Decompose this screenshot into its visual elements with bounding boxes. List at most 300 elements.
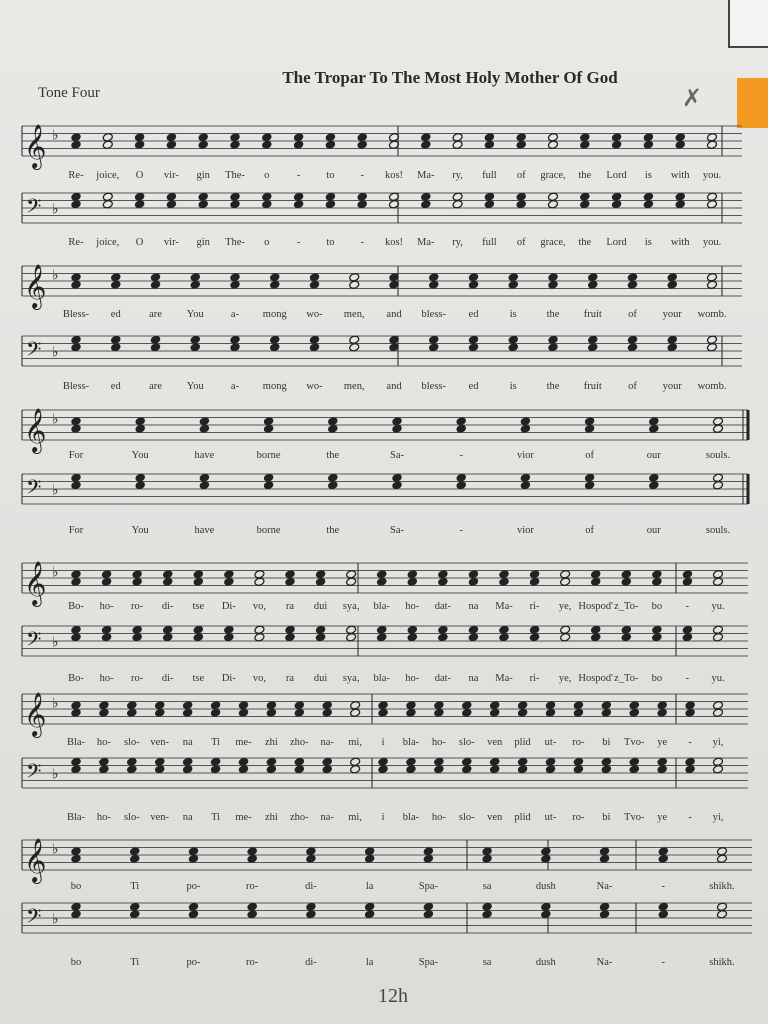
quarter-note <box>508 280 519 289</box>
bass-clef-icon: 𝄢 <box>26 475 42 504</box>
lyric-syllable: womb. <box>697 309 727 320</box>
quarter-note <box>587 273 598 282</box>
quarter-note <box>657 757 668 766</box>
quarter-note <box>71 577 82 586</box>
quarter-note <box>126 765 137 774</box>
lyric-syllable: z_To- <box>614 673 639 684</box>
half-note <box>349 335 360 344</box>
quarter-note <box>573 701 584 710</box>
quarter-note <box>309 343 320 352</box>
half-note <box>254 570 265 579</box>
quarter-note <box>378 708 389 717</box>
quarter-note <box>134 140 145 149</box>
half-note <box>102 200 113 209</box>
quarter-note <box>433 708 444 717</box>
lyric-syllable: Ti <box>211 737 221 748</box>
quarter-note <box>406 701 417 710</box>
quarter-note <box>579 133 590 142</box>
lyric-syllable: ho- <box>99 601 114 612</box>
half-note <box>452 192 463 201</box>
quarter-note <box>643 192 654 201</box>
lyric-syllable: Re- <box>68 170 84 181</box>
half-note <box>713 481 724 490</box>
treble-staff <box>22 124 742 170</box>
half-note <box>707 273 718 282</box>
quarter-note <box>648 424 659 433</box>
quarter-note <box>545 757 556 766</box>
lyric-syllable: is <box>509 381 517 392</box>
lyric-syllable: na- <box>320 737 334 748</box>
quarter-note <box>545 765 556 774</box>
lyric-syllable: gin <box>196 170 210 181</box>
music-system <box>22 264 742 392</box>
quarter-note <box>230 200 241 209</box>
quarter-note <box>357 192 368 201</box>
quarter-note <box>71 133 82 142</box>
quarter-note <box>407 577 418 586</box>
lyric-syllable: womb. <box>697 381 727 392</box>
quarter-note <box>71 343 82 352</box>
flat-key-signature-icon: ♭ <box>52 841 59 858</box>
quarter-note <box>584 481 595 490</box>
lyric-syllable: vo, <box>252 673 266 684</box>
quarter-note <box>627 273 638 282</box>
quarter-note <box>456 424 467 433</box>
lyric-syllable: For <box>68 525 84 536</box>
quarter-note <box>529 625 540 634</box>
treble-clef-icon: 𝄞 <box>24 264 47 308</box>
lyric-syllable: dush <box>535 957 556 968</box>
quarter-note <box>508 273 519 282</box>
quarter-note <box>150 273 161 282</box>
quarter-note <box>484 200 495 209</box>
half-note <box>717 910 728 919</box>
lyric-syllable: kos! <box>384 237 404 248</box>
quarter-note <box>611 140 622 149</box>
quarter-note <box>437 625 448 634</box>
lyric-syllable: You <box>131 450 149 461</box>
lyric-syllable: fruit <box>583 381 602 392</box>
lyric-syllable: is <box>644 170 652 181</box>
lyric-syllable: Spa- <box>418 881 438 892</box>
quarter-note <box>210 708 221 717</box>
quarter-note <box>126 757 137 766</box>
quarter-note <box>499 633 510 642</box>
quarter-note <box>71 902 82 911</box>
quarter-note <box>294 701 305 710</box>
quarter-note <box>285 633 296 642</box>
quarter-note <box>269 280 280 289</box>
lyric-syllable: of <box>516 170 526 181</box>
lyric-syllable: the <box>326 525 340 536</box>
half-note <box>560 625 571 634</box>
quarter-note <box>322 757 333 766</box>
music-system <box>22 124 742 248</box>
quarter-note <box>629 765 640 774</box>
lyric-syllable: - <box>685 601 690 612</box>
lyric-syllable: Bo- <box>68 601 84 612</box>
lyric-syllable: Bla- <box>66 737 86 748</box>
quarter-note <box>309 280 320 289</box>
treble-staff <box>22 408 748 454</box>
quarter-note <box>406 708 417 717</box>
flat-key-signature-icon: ♭ <box>52 482 59 499</box>
lyric-syllable: a- <box>230 381 240 392</box>
lyric-syllable: joice, <box>96 170 120 181</box>
lyric-syllable: bla- <box>402 812 420 823</box>
lyric-syllable: - <box>688 812 692 823</box>
lyric-syllable: di- <box>305 881 317 892</box>
lyric-syllable: ho- <box>99 673 114 684</box>
lyric-syllable: na <box>182 737 193 748</box>
lyric-syllable: is <box>644 237 652 248</box>
lyric-syllable: with <box>670 170 690 181</box>
quarter-note <box>210 765 221 774</box>
lyric-syllable: is <box>509 309 517 320</box>
quarter-note <box>648 473 659 482</box>
quarter-note <box>71 192 82 201</box>
lyric-syllable: Bless- <box>62 381 90 392</box>
bass-clef-icon: 𝄢 <box>26 759 42 788</box>
quarter-note <box>590 577 601 586</box>
quarter-note <box>162 625 173 634</box>
quarter-note <box>682 633 693 642</box>
quarter-note <box>98 757 109 766</box>
lyric-syllable: slo- <box>458 737 475 748</box>
quarter-note <box>309 335 320 344</box>
lyric-syllable: ro- <box>246 881 259 892</box>
quarter-note <box>188 847 199 856</box>
quarter-note <box>71 424 82 433</box>
quarter-note <box>461 765 472 774</box>
lyric-syllable: ye <box>657 737 668 748</box>
quarter-note <box>590 625 601 634</box>
lyric-syllable: ho- <box>431 737 446 748</box>
quarter-note <box>499 570 510 579</box>
lyric-syllable: dat- <box>434 601 452 612</box>
lyric-syllable: Na- <box>596 957 613 968</box>
lyric-syllable: zho- <box>289 737 309 748</box>
lyric-syllable: tse <box>192 601 205 612</box>
lyric-syllable: Re- <box>68 237 84 248</box>
music-system <box>22 692 748 823</box>
lyric-syllable: souls. <box>705 525 731 536</box>
quarter-note <box>193 625 204 634</box>
quarter-note <box>685 757 696 766</box>
treble-clef-icon: 𝄞 <box>24 124 47 168</box>
quarter-note <box>166 192 177 201</box>
lyric-syllable: Ti <box>130 957 140 968</box>
quarter-note <box>325 192 336 201</box>
quarter-note <box>508 343 519 352</box>
quarter-note <box>71 910 82 919</box>
lyric-syllable: Tvo- <box>624 737 645 748</box>
lyric-syllable: na <box>182 812 193 823</box>
flat-key-signature-icon: ♭ <box>52 411 59 428</box>
lyric-syllable: ry, <box>452 170 463 181</box>
quarter-note <box>110 280 121 289</box>
half-note <box>548 192 559 201</box>
lyric-syllable: o <box>264 237 270 248</box>
lyric-syllable: - <box>661 881 666 892</box>
bass-clef-icon: 𝄢 <box>26 627 42 656</box>
quarter-note <box>611 200 622 209</box>
quarter-note <box>198 192 209 201</box>
lyric-syllable: The- <box>225 170 245 181</box>
quarter-note <box>309 273 320 282</box>
quarter-note <box>71 200 82 209</box>
lyric-syllable: Ma- <box>417 170 435 181</box>
half-note <box>707 140 718 149</box>
quarter-note <box>162 570 173 579</box>
quarter-note <box>132 570 143 579</box>
lyric-syllable: po- <box>186 881 201 892</box>
quarter-note <box>468 625 479 634</box>
quarter-note <box>294 757 305 766</box>
quarter-note <box>230 273 241 282</box>
quarter-note <box>315 633 326 642</box>
quarter-note <box>529 633 540 642</box>
flat-key-signature-icon: ♭ <box>52 695 59 712</box>
flat-key-signature-icon: ♭ <box>52 766 59 783</box>
quarter-note <box>601 708 612 717</box>
lyric-syllable: yu. <box>711 601 725 612</box>
lyric-syllable: Di- <box>221 673 236 684</box>
quarter-note <box>627 343 638 352</box>
quarter-note <box>517 708 528 717</box>
lyric-syllable: Hospod' <box>578 601 613 612</box>
quarter-note <box>305 902 316 911</box>
quarter-note <box>423 847 434 856</box>
lyric-syllable: fruit <box>583 309 602 320</box>
quarter-note <box>129 910 140 919</box>
lyric-syllable: tse <box>192 673 205 684</box>
quarter-note <box>468 343 479 352</box>
quarter-note <box>71 417 82 426</box>
quarter-note <box>482 847 493 856</box>
treble-clef-icon: 𝄞 <box>24 408 47 452</box>
lyric-syllable: your <box>662 381 682 392</box>
lyric-syllable: - <box>459 450 463 461</box>
lyric-syllable: bla- <box>402 737 420 748</box>
quarter-note <box>682 577 693 586</box>
quarter-note <box>357 200 368 209</box>
quarter-note <box>263 473 274 482</box>
music-system <box>22 561 748 684</box>
quarter-note <box>482 854 493 863</box>
quarter-note <box>188 854 199 863</box>
lyric-syllable: Hospod' <box>578 673 613 684</box>
quarter-note <box>190 273 201 282</box>
lyric-syllable: ed <box>110 381 121 392</box>
quarter-note <box>135 424 146 433</box>
quarter-note <box>325 133 336 142</box>
quarter-note <box>461 701 472 710</box>
quarter-note <box>484 192 495 201</box>
quarter-note <box>611 192 622 201</box>
quarter-note <box>407 625 418 634</box>
quarter-note <box>223 633 234 642</box>
lyric-syllable: ven <box>487 737 503 748</box>
quarter-note <box>129 854 140 863</box>
quarter-note <box>376 577 387 586</box>
quarter-note <box>269 343 280 352</box>
lyric-syllable: - <box>296 170 301 181</box>
quarter-note <box>548 335 559 344</box>
quarter-note <box>364 847 375 856</box>
flat-key-signature-icon: ♭ <box>52 344 59 361</box>
quarter-note <box>132 633 143 642</box>
quarter-note <box>675 192 686 201</box>
lyric-syllable: bo <box>651 673 663 684</box>
quarter-note <box>420 192 431 201</box>
quarter-note <box>627 335 638 344</box>
half-note <box>713 633 724 642</box>
quarter-note <box>456 473 467 482</box>
lyric-syllable: are <box>149 309 162 320</box>
lyric-syllable: ye <box>657 812 668 823</box>
quarter-note <box>230 335 241 344</box>
bass-clef-icon: 𝄢 <box>26 904 42 933</box>
lyric-syllable: of <box>585 525 594 536</box>
half-note <box>713 424 724 433</box>
half-note <box>102 140 113 149</box>
lyric-syllable: Bla- <box>66 812 86 823</box>
half-note <box>713 765 724 774</box>
lyric-syllable: mi, <box>348 812 362 823</box>
quarter-note <box>132 577 143 586</box>
quarter-note <box>378 765 389 774</box>
half-note <box>548 140 559 149</box>
treble-clef-icon: 𝄞 <box>24 692 47 736</box>
quarter-note <box>166 140 177 149</box>
quarter-note <box>162 633 173 642</box>
half-note <box>707 280 718 289</box>
quarter-note <box>198 140 209 149</box>
quarter-note <box>322 765 333 774</box>
quarter-note <box>269 335 280 344</box>
quarter-note <box>126 701 137 710</box>
quarter-note <box>357 140 368 149</box>
quarter-note <box>98 765 109 774</box>
quarter-note <box>428 343 439 352</box>
lyric-syllable: yi, <box>712 737 724 748</box>
lyric-syllable: shikh. <box>709 881 735 892</box>
half-note <box>548 200 559 209</box>
quarter-note <box>420 200 431 209</box>
quarter-note <box>548 273 559 282</box>
quarter-note <box>651 625 662 634</box>
quarter-note <box>182 757 193 766</box>
quarter-note <box>193 577 204 586</box>
quarter-note <box>293 140 304 149</box>
lyric-syllable: - <box>296 237 301 248</box>
quarter-note <box>651 570 662 579</box>
quarter-note <box>658 854 669 863</box>
quarter-note <box>150 280 161 289</box>
lyric-syllable: slo- <box>458 812 475 823</box>
lyric-syllable: plid <box>514 737 531 748</box>
quarter-note <box>266 708 277 717</box>
lyric-syllable: bla- <box>373 673 390 684</box>
lyric-syllable: zhi <box>264 812 278 823</box>
lyric-syllable: ed <box>110 309 121 320</box>
half-note <box>452 133 463 142</box>
quarter-note <box>182 708 193 717</box>
quarter-note <box>540 910 551 919</box>
lyric-syllable: joice, <box>96 237 120 248</box>
quarter-note <box>285 570 296 579</box>
half-note <box>452 140 463 149</box>
quarter-note <box>135 481 146 490</box>
quarter-note <box>71 757 82 766</box>
quarter-note <box>261 140 272 149</box>
quarter-note <box>420 140 431 149</box>
quarter-note <box>621 570 632 579</box>
lyric-syllable: ven- <box>150 737 170 748</box>
quarter-note <box>129 847 140 856</box>
quarter-note <box>293 200 304 209</box>
quarter-note <box>198 133 209 142</box>
quarter-note <box>433 757 444 766</box>
quarter-note <box>71 140 82 149</box>
lyric-syllable: Sa- <box>390 450 404 461</box>
lyric-syllable: you. <box>702 237 722 248</box>
lyric-syllable: vir- <box>163 237 179 248</box>
quarter-note <box>520 473 531 482</box>
quarter-note <box>392 424 403 433</box>
quarter-note <box>129 902 140 911</box>
half-note <box>254 625 265 634</box>
lyric-syllable: are <box>149 381 162 392</box>
half-note <box>452 200 463 209</box>
quarter-note <box>182 701 193 710</box>
quarter-note <box>230 343 241 352</box>
quarter-note <box>516 192 527 201</box>
quarter-note <box>285 625 296 634</box>
half-note <box>102 192 113 201</box>
lyric-syllable: sya, <box>342 673 360 684</box>
quarter-note <box>322 708 333 717</box>
quarter-note <box>520 424 531 433</box>
lyric-syllable: ra <box>285 673 295 684</box>
quarter-note <box>587 280 598 289</box>
half-note <box>349 280 360 289</box>
quarter-note <box>199 481 210 490</box>
half-note <box>254 577 265 586</box>
half-note <box>707 335 718 344</box>
quarter-note <box>667 335 678 344</box>
half-note <box>350 757 361 766</box>
quarter-note <box>305 847 316 856</box>
lyric-syllable: zho- <box>289 812 309 823</box>
quarter-note <box>540 847 551 856</box>
quarter-note <box>392 417 403 426</box>
lyric-syllable: For <box>68 450 84 461</box>
lyric-syllable: ut- <box>544 812 557 823</box>
quarter-note <box>223 625 234 634</box>
quarter-note <box>601 765 612 774</box>
half-note <box>346 625 357 634</box>
quarter-note <box>305 910 316 919</box>
half-note <box>707 200 718 209</box>
quarter-note <box>150 335 161 344</box>
lyric-syllable: bless- <box>421 381 446 392</box>
quarter-note <box>154 757 165 766</box>
quarter-note <box>71 473 82 482</box>
quarter-note <box>263 481 274 490</box>
quarter-note <box>101 633 112 642</box>
